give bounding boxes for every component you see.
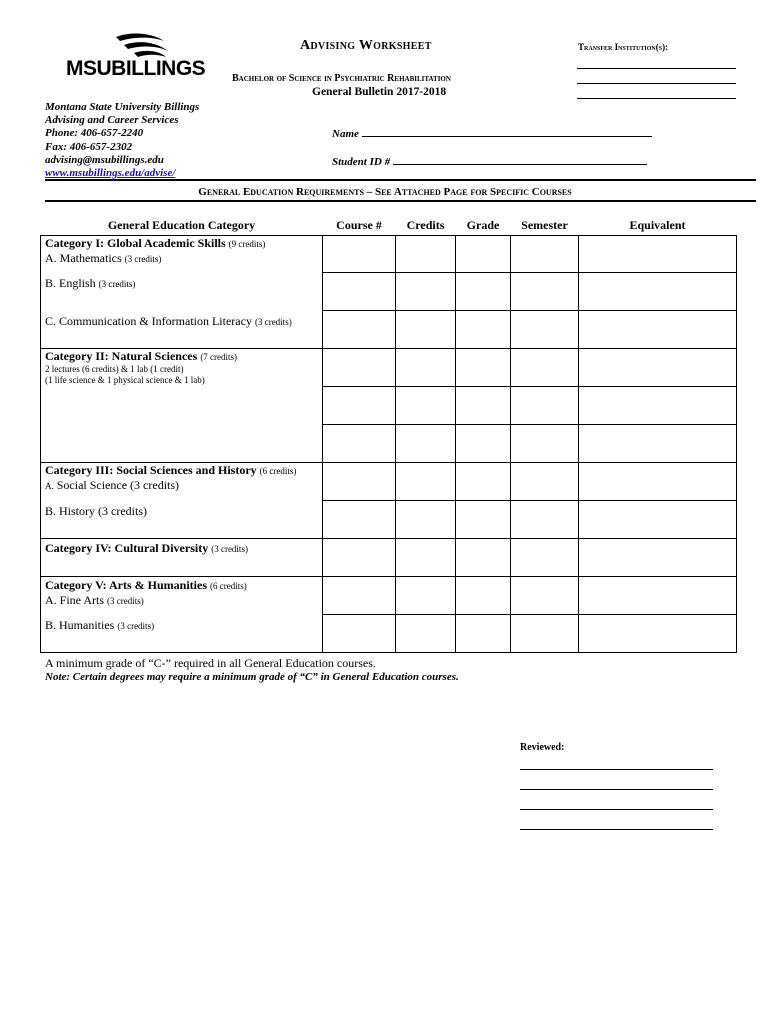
cell-equivalent[interactable] bbox=[579, 577, 737, 615]
cat1-credits: (9 credits) bbox=[228, 239, 266, 249]
advise-link[interactable]: www.msubillings.edu/advise/ bbox=[45, 167, 176, 180]
cell-course[interactable] bbox=[323, 273, 396, 311]
cell-equivalent[interactable] bbox=[579, 615, 737, 653]
cat3-b-cell bbox=[41, 501, 323, 539]
cell-semester[interactable] bbox=[511, 615, 579, 653]
cell-grade[interactable] bbox=[456, 387, 511, 425]
cell-equivalent[interactable] bbox=[579, 463, 737, 501]
cat1-c-cell bbox=[41, 311, 323, 349]
gen-ed-heading: General Education Requirements – See Attached Page for Specific Courses bbox=[198, 186, 572, 198]
department: Advising and Career Services bbox=[45, 114, 179, 127]
header-semester: Semester bbox=[521, 218, 568, 232]
cell-grade[interactable] bbox=[456, 425, 511, 463]
cat5-a: A. Fine Arts bbox=[45, 593, 105, 607]
cat1-b: B. English bbox=[45, 275, 96, 290]
cell-credits[interactable] bbox=[396, 615, 456, 653]
institution-name: Montana State University Billings bbox=[45, 101, 200, 113]
transfer-label: Transfer Institution(s): bbox=[578, 42, 669, 52]
cat2-line2: (1 life science & 1 physical science & 1 lab) bbox=[45, 375, 205, 385]
cell-semester[interactable] bbox=[511, 425, 579, 463]
cat2-credits: (7 credits) bbox=[200, 352, 238, 362]
cell-grade[interactable] bbox=[456, 577, 511, 615]
cell-credits[interactable] bbox=[396, 387, 456, 425]
cell-course[interactable] bbox=[323, 311, 396, 349]
certain-degrees-note: Note: Certain degrees may require a minimum grade of “C” in General Education courses. bbox=[45, 671, 459, 683]
cat1-b-cell bbox=[41, 273, 323, 311]
cell-semester[interactable] bbox=[511, 463, 579, 501]
header-grade: Grade bbox=[466, 218, 500, 232]
cell-semester[interactable] bbox=[511, 577, 579, 615]
cell-equivalent[interactable] bbox=[579, 501, 737, 539]
cat3-cell bbox=[41, 463, 323, 501]
cell-semester[interactable] bbox=[511, 273, 579, 311]
cat5-b: B. Humanities bbox=[45, 617, 115, 632]
table-row bbox=[41, 463, 737, 501]
divider-bottom bbox=[45, 200, 756, 202]
cell-grade[interactable] bbox=[456, 236, 511, 273]
requirements-table bbox=[40, 216, 737, 653]
cell-grade[interactable] bbox=[456, 615, 511, 653]
name-label: Name bbox=[332, 128, 359, 140]
transfer-line-3[interactable] bbox=[577, 98, 736, 99]
contact-block bbox=[45, 101, 199, 180]
cat2-cell bbox=[41, 349, 323, 463]
cat1-a: A. Mathematics bbox=[45, 251, 122, 265]
cell-grade[interactable] bbox=[456, 349, 511, 387]
header-credits: Credits bbox=[406, 218, 445, 232]
divider-top bbox=[45, 179, 756, 181]
cat1-c: C. Communication & Information Literacy bbox=[45, 313, 252, 328]
cell-equivalent[interactable] bbox=[579, 349, 737, 387]
cell-credits[interactable] bbox=[396, 539, 456, 577]
cell-course[interactable] bbox=[323, 539, 396, 577]
cell-course[interactable] bbox=[323, 425, 396, 463]
reviewed-line-1[interactable] bbox=[520, 769, 713, 770]
cat4-cell bbox=[41, 539, 323, 577]
cell-credits[interactable] bbox=[396, 273, 456, 311]
cat4-credits: (3 credits) bbox=[211, 544, 248, 554]
cell-grade[interactable] bbox=[456, 463, 511, 501]
cell-semester[interactable] bbox=[511, 501, 579, 539]
student-id-blank[interactable] bbox=[393, 155, 647, 165]
cell-credits[interactable] bbox=[396, 425, 456, 463]
cat1-title: Category I: Global Academic Skills bbox=[45, 236, 226, 250]
reviewed-line-4[interactable] bbox=[520, 829, 713, 830]
cat1-cell bbox=[41, 236, 323, 273]
min-grade-note: A minimum grade of “C-” required in all General Education courses. bbox=[45, 656, 376, 670]
cat1-c-credits: (3 credits) bbox=[254, 316, 292, 327]
cell-equivalent[interactable] bbox=[579, 425, 737, 463]
cat1-b-credits: (3 credits) bbox=[98, 278, 136, 289]
table-row bbox=[41, 615, 737, 653]
cell-equivalent[interactable] bbox=[579, 236, 737, 273]
cell-credits[interactable] bbox=[396, 577, 456, 615]
cell-semester[interactable] bbox=[511, 539, 579, 577]
cell-credits[interactable] bbox=[396, 311, 456, 349]
cell-semester[interactable] bbox=[511, 387, 579, 425]
table-row bbox=[41, 236, 737, 273]
transfer-line-2[interactable] bbox=[577, 83, 736, 84]
header-equivalent: Equivalent bbox=[629, 218, 686, 232]
cell-course[interactable] bbox=[323, 236, 396, 273]
msu-billings-logo bbox=[66, 33, 216, 83]
cat5-b-credits: (3 credits) bbox=[117, 620, 155, 631]
cat5-b-cell bbox=[41, 615, 323, 653]
reviewed-label: Reviewed: bbox=[520, 742, 565, 753]
cell-credits[interactable] bbox=[396, 349, 456, 387]
cell-course[interactable] bbox=[323, 463, 396, 501]
student-id-field[interactable] bbox=[332, 155, 647, 168]
fax: Fax: 406-657-2302 bbox=[45, 140, 133, 153]
reviewed-line-3[interactable] bbox=[520, 809, 713, 810]
cell-grade[interactable] bbox=[456, 539, 511, 577]
table-row bbox=[41, 577, 737, 615]
transfer-line-1[interactable] bbox=[577, 68, 736, 69]
cell-semester[interactable] bbox=[511, 311, 579, 349]
cell-credits[interactable] bbox=[396, 236, 456, 273]
name-field[interactable] bbox=[332, 127, 652, 140]
logo-wordmark: MSUBILLINGS bbox=[66, 57, 206, 80]
table-row bbox=[41, 273, 737, 311]
table-row bbox=[41, 349, 737, 387]
table-header-row bbox=[41, 216, 737, 236]
cat3-a: Social Science (3 credits) bbox=[56, 478, 180, 492]
cell-grade[interactable] bbox=[456, 311, 511, 349]
cell-equivalent[interactable] bbox=[579, 539, 737, 577]
cat5-credits: (6 credits) bbox=[210, 581, 247, 591]
cell-semester[interactable] bbox=[511, 349, 579, 387]
table-row bbox=[41, 501, 737, 539]
cell-credits[interactable] bbox=[396, 501, 456, 539]
cat2-title: Category II: Natural Sciences bbox=[45, 349, 198, 363]
phone: Phone: 406-657-2240 bbox=[45, 127, 144, 140]
cat5-a-credits: (3 credits) bbox=[107, 596, 144, 606]
table-row bbox=[41, 539, 737, 577]
cat2-line1: 2 lectures (6 credits) & 1 lab (1 credit) bbox=[45, 364, 184, 374]
cat5-title: Category V: Arts & Humanities bbox=[45, 578, 207, 592]
header-course: Course # bbox=[336, 218, 382, 232]
cell-course[interactable] bbox=[323, 387, 396, 425]
cat3-credits: (6 credits) bbox=[259, 466, 297, 476]
cat4-title: Category IV: Cultural Diversity bbox=[45, 541, 209, 555]
cell-grade[interactable] bbox=[456, 501, 511, 539]
cell-course[interactable] bbox=[323, 615, 396, 653]
cell-course[interactable] bbox=[323, 349, 396, 387]
name-blank[interactable] bbox=[362, 127, 652, 137]
header-category: General Education Category bbox=[107, 218, 256, 232]
cat3-b: B. History (3 credits) bbox=[45, 503, 147, 518]
cell-credits[interactable] bbox=[396, 463, 456, 501]
cell-equivalent[interactable] bbox=[579, 311, 737, 349]
cat5-cell bbox=[41, 577, 323, 615]
cell-course[interactable] bbox=[323, 577, 396, 615]
cell-course[interactable] bbox=[323, 501, 396, 539]
cat3-a-prefix: A. bbox=[45, 481, 54, 491]
student-id-label: Student ID # bbox=[332, 156, 391, 168]
cat3-title: Category III: Social Sciences and History bbox=[45, 463, 257, 477]
cell-grade[interactable] bbox=[456, 273, 511, 311]
cell-equivalent[interactable] bbox=[579, 273, 737, 311]
table-row bbox=[41, 311, 737, 349]
reviewed-line-2[interactable] bbox=[520, 789, 713, 790]
email: advising@msubillings.edu bbox=[45, 153, 164, 166]
bulletin-year: General Bulletin 2017-2018 bbox=[312, 86, 447, 98]
cat1-a-credits: (3 credits) bbox=[124, 254, 162, 264]
cell-equivalent[interactable] bbox=[579, 387, 737, 425]
cell-semester[interactable] bbox=[511, 236, 579, 273]
page-title: Advising Worksheet bbox=[300, 38, 432, 53]
program-title: Bachelor of Science in Psychiatric Rehabilitation bbox=[232, 73, 451, 84]
